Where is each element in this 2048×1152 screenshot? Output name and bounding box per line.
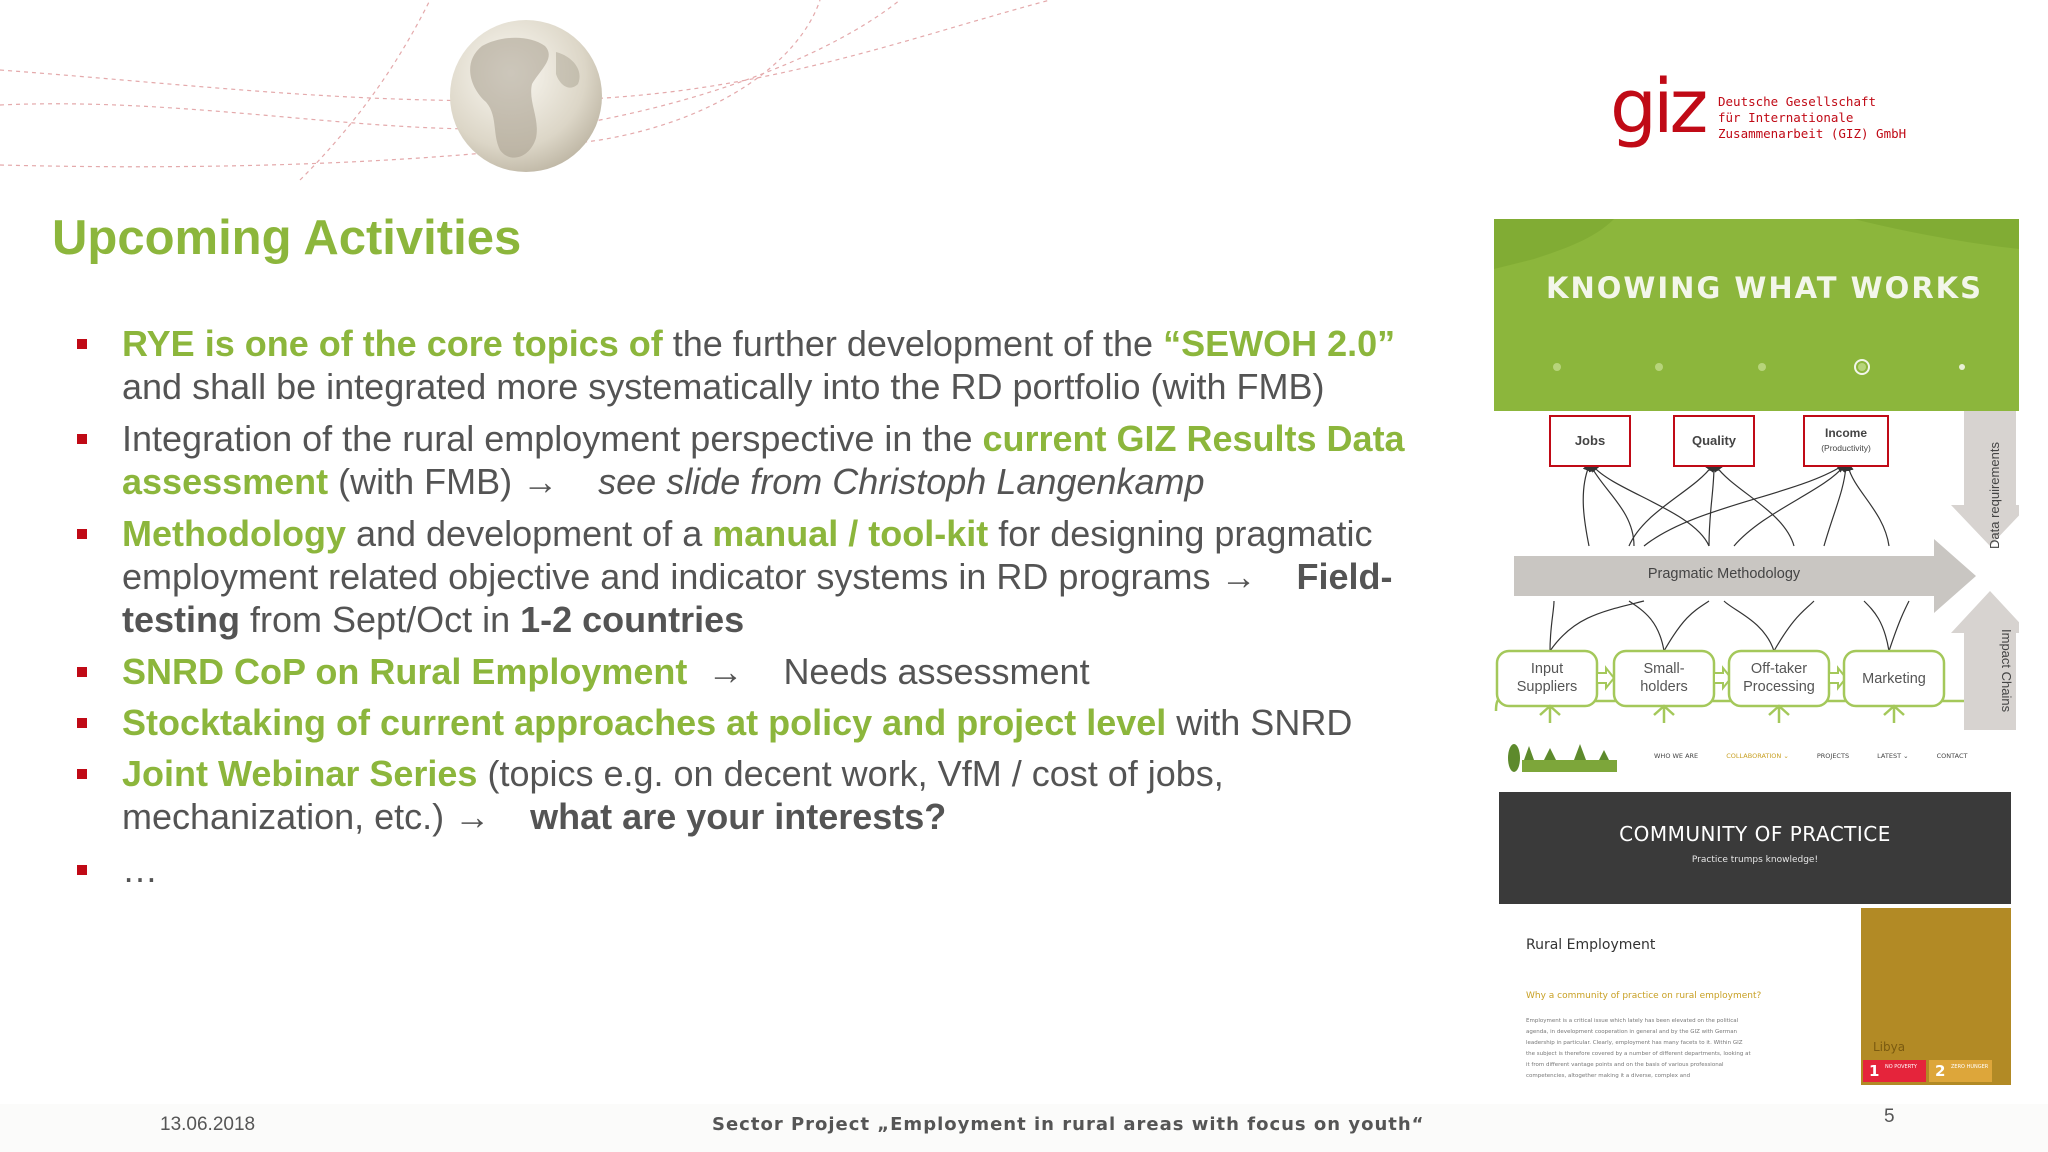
arrow-icon: → [454, 796, 491, 837]
income-box-sublabel: (Productivity) [1821, 443, 1871, 453]
bullet-square-icon [77, 529, 87, 539]
map-panel [1861, 908, 2011, 1085]
section-question: Why a community of practice on rural employment? [1526, 991, 1762, 1001]
slide-title: Upcoming Activities [52, 211, 522, 265]
nav-item-latest[interactable]: LATEST ⌄ [1877, 752, 1909, 760]
sdg-badge: 1 NO POVERTY [1863, 1060, 1926, 1082]
bullet-text: for designing pragmatic employment related objective and indicator systems in RD programs [122, 513, 1373, 597]
box-label: Marketing [1862, 671, 1926, 687]
data-requirements-label: Data requirements [1987, 442, 2002, 549]
income-box-label: Income [1824, 426, 1868, 440]
impact-chains-label: Impact Chains [1999, 629, 2014, 713]
methodology-arrow-label: Pragmatic Methodology [1647, 566, 1801, 582]
bullet-highlight: current GIZ Results Data assessment [122, 418, 1405, 502]
giz-subtitle [1718, 94, 1906, 142]
bullet-item [72, 701, 1452, 744]
giz-subtitle-line: für Internationale [1718, 110, 1854, 125]
banner-texture [1494, 219, 2019, 411]
quality-box-label: Quality [1691, 433, 1737, 448]
bullet-item [72, 512, 1452, 641]
nav-item-who-we-are[interactable]: WHO WE ARE [1654, 752, 1699, 760]
bullet-bold: Field-testing [122, 556, 1393, 640]
dot-icon [1758, 363, 1766, 371]
bullet-item [72, 848, 1452, 891]
bullet-bold: what are your interests? [530, 796, 947, 837]
bullet-square-icon [77, 667, 87, 677]
website-nav [1654, 752, 1993, 760]
giz-subtitle-line: Zusammenarbeit (GIZ) GmbH [1718, 126, 1907, 141]
box-label: holders [1640, 679, 1688, 695]
giz-wordmark: giz [1610, 64, 1705, 150]
cop-banner-title: COMMUNITY OF PRACTICE [1619, 822, 1891, 846]
section-body: Employment is a critical issue which lately has been elevated on the political agenda, in development cooperation in general and by the GIZ with German leadership in particular. Clearly, employment has many facets to it. Within GIZ the subject is therefore covered by a number of different departments, looking at it from different vantage points and on the basis of various professional competencies, altogether making it a diverse, complex and [1526, 1018, 1751, 1079]
section-title: Rural Employment [1526, 937, 1656, 953]
cop-banner-subtitle: Practice trumps knowledge! [1691, 855, 1819, 865]
bullet-reference: see slide from Christoph Langenkamp [598, 461, 1205, 502]
bullet-text: the further development of the [662, 323, 1164, 364]
bullet-text: (with FMB) [328, 461, 523, 502]
box-label: Small- [1643, 661, 1685, 677]
bullet-text: with SNRD [1166, 702, 1353, 743]
bullet-text: and development of a [345, 513, 713, 554]
bullet-highlight: RYE is one of the core topics of [122, 323, 663, 364]
data-requirements-arrow [1951, 411, 2019, 546]
cop-website-screenshot [1496, 730, 2018, 1085]
bullet-text: Integration of the rural employment perspective in the [122, 418, 983, 459]
bullet-list [72, 322, 1452, 891]
bullet-text: Needs assessment [783, 651, 1090, 692]
bullet-square-icon [77, 434, 87, 444]
footer-date: 13.06.2018 [160, 1114, 256, 1135]
bullet-highlight: “SEWOH 2.0” [1163, 323, 1396, 364]
banner-title: KNOWING WHAT WORKS [1546, 271, 1984, 305]
page-number: 5 [1884, 1106, 1895, 1127]
bullet-highlight: Stocktaking of current approaches at policy and project level [122, 702, 1167, 743]
knowing-what-works-banner [1494, 219, 2019, 411]
box-label: Suppliers [1516, 679, 1578, 695]
bullet-text: and shall be integrated more systematically into the RD portfolio (with FMB) [122, 366, 1325, 407]
dot-icon [1655, 363, 1663, 371]
bullet-highlight: Methodology [122, 513, 346, 554]
dot-icon [1858, 363, 1866, 371]
nav-item-projects[interactable]: PROJECTS [1816, 752, 1850, 760]
bullet-item [72, 752, 1452, 838]
nav-item-collaboration[interactable]: COLLABORATION ⌄ [1726, 752, 1789, 760]
giz-logo [1610, 64, 1910, 162]
bullet-item [72, 322, 1452, 408]
pragmatic-methodology-diagram [1494, 411, 2019, 731]
arrow-icon: → [1220, 556, 1257, 597]
chevron-right-icon [1597, 668, 1614, 688]
bullet-highlight: manual / tool-kit [712, 513, 989, 554]
dot-icon [1553, 363, 1561, 371]
dot-icon [1959, 364, 1965, 370]
bullet-text: (topics e.g. on decent work, VfM / cost of jobs, mechanization, etc.) [122, 753, 1224, 837]
arrow-icon: → [707, 651, 744, 692]
nav-item-contact[interactable]: CONTACT [1936, 752, 1968, 760]
globe-decoration [0, 0, 1100, 190]
box-label: Processing [1743, 679, 1815, 695]
map-label: Libya [1873, 1040, 1906, 1054]
jobs-box-label: Jobs [1574, 433, 1606, 448]
arrow-icon: → [522, 461, 559, 502]
bullet-bold: 1-2 countries [520, 599, 745, 640]
income-box [1804, 416, 1888, 466]
bullet-square-icon [77, 865, 87, 875]
bullet-square-icon [77, 769, 87, 779]
bullet-item [72, 417, 1452, 503]
bullet-text: … [122, 849, 158, 890]
bullet-item [72, 650, 1452, 693]
bullet-text: from Sept/Oct in [240, 599, 521, 640]
box-label: Input [1530, 661, 1564, 677]
box-label: Off-taker [1750, 661, 1808, 677]
bullet-square-icon [77, 339, 87, 349]
bullet-square-icon [77, 718, 87, 728]
bullet-highlight: SNRD CoP on Rural Employment [122, 651, 688, 692]
footer-project: Sector Project „Employment in rural areas with focus on youth“ [712, 1114, 1425, 1135]
sdg-badge: 2 ZERO HUNGER [1929, 1060, 1992, 1082]
snrd-logo [1504, 736, 1624, 786]
bullet-highlight: Joint Webinar Series [122, 753, 478, 794]
cop-banner [1499, 792, 2011, 904]
giz-subtitle-line: Deutsche Gesellschaft [1718, 94, 1877, 109]
